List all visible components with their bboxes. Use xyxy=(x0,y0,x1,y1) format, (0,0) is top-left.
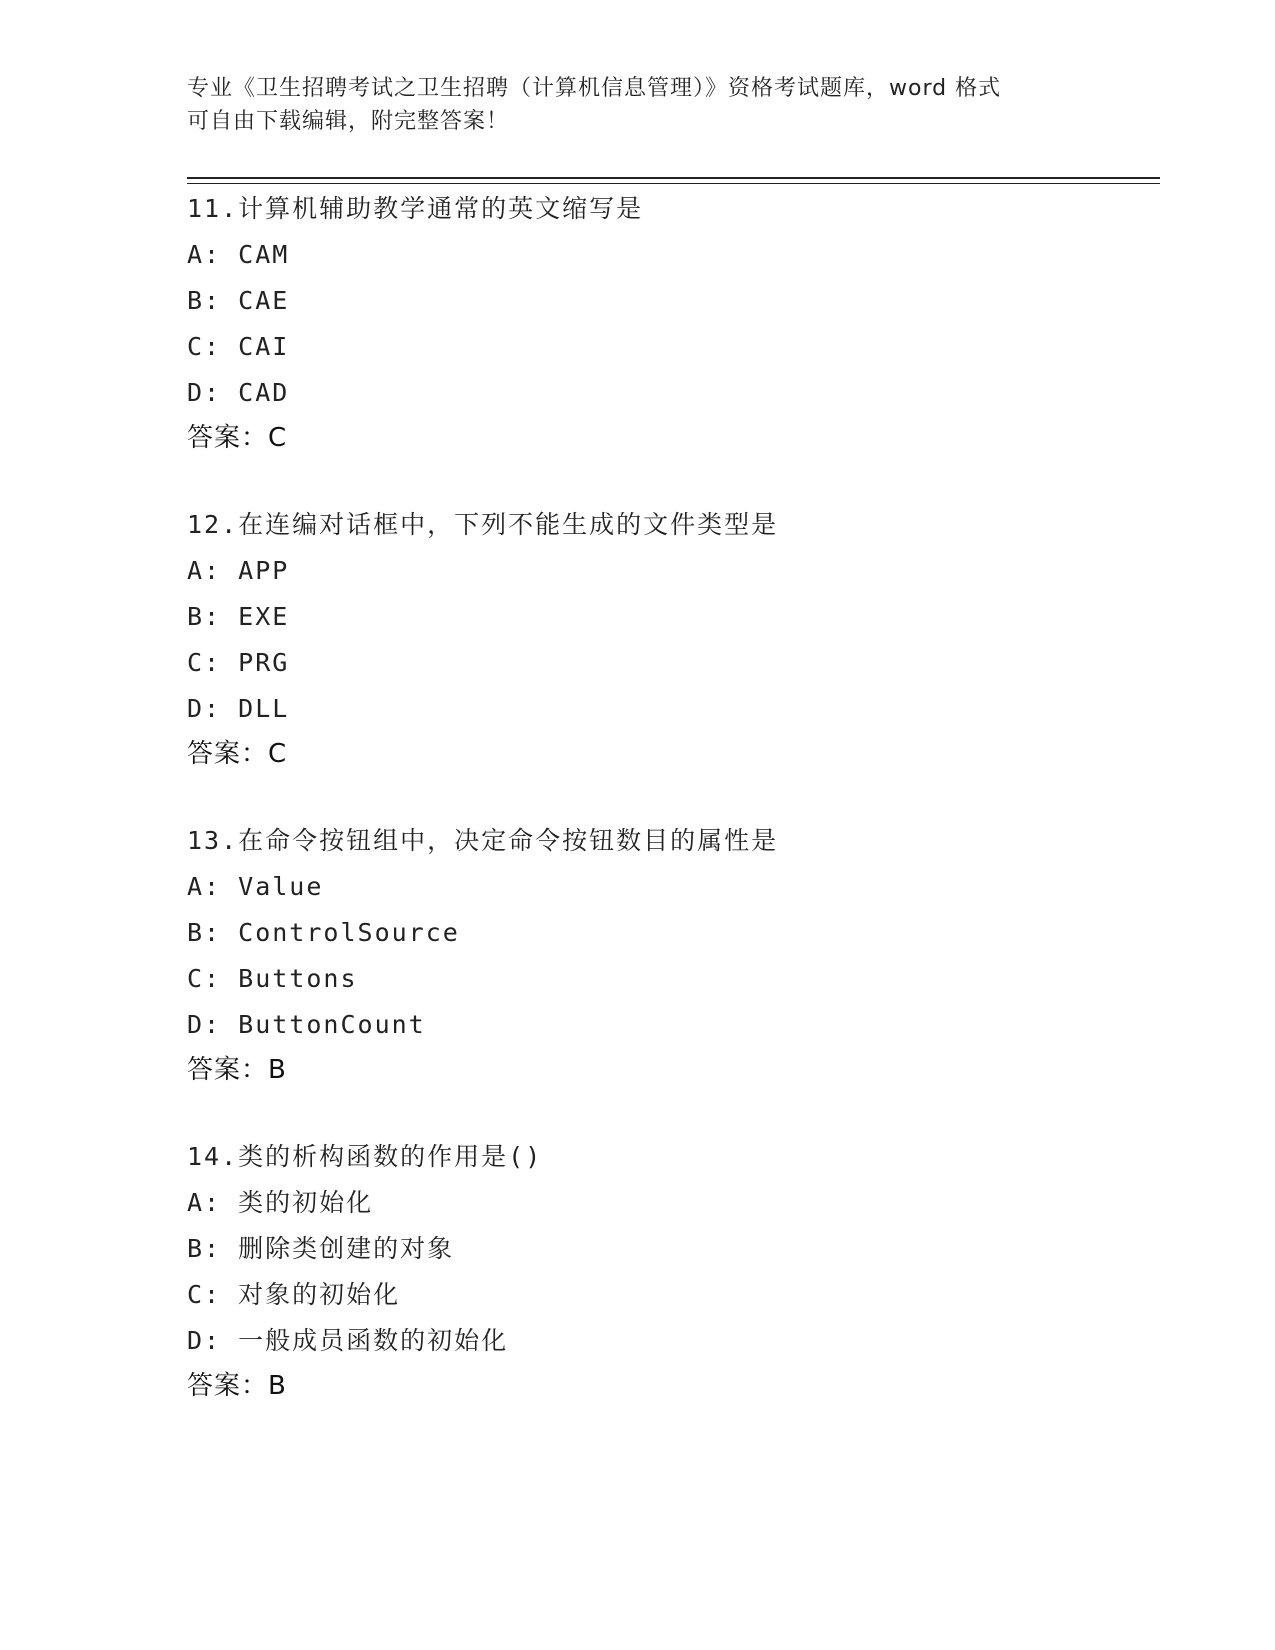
answer-label: 答案： xyxy=(187,423,269,453)
option-c: C: PRG xyxy=(187,648,290,677)
option-d: D: DLL xyxy=(187,694,290,723)
option-a: A: APP xyxy=(187,556,290,585)
question-title: 13.在命令按钮组中，决定命令按钮数目的属性是 xyxy=(187,826,779,855)
option-b: B: EXE xyxy=(187,602,290,631)
option-a: A: Value xyxy=(187,872,324,901)
question-11 xyxy=(187,186,1147,460)
answer-line xyxy=(187,416,1147,460)
option-c: C: CAI xyxy=(187,332,290,361)
answer-label: 答案： xyxy=(187,739,269,769)
option-d: D: CAD xyxy=(187,378,290,407)
question-title: 14.类的析构函数的作用是() xyxy=(187,1142,543,1171)
answer-line xyxy=(187,1364,1147,1408)
answer-label: 答案： xyxy=(187,1371,269,1401)
question-13 xyxy=(187,818,1147,1092)
answer-line xyxy=(187,732,1147,776)
answer-value: C xyxy=(268,423,287,453)
header-line-1: 专业《卫生招聘考试之卫生招聘（计算机信息管理）》资格考试题库，word 格式 xyxy=(187,76,1002,101)
question-14 xyxy=(187,1134,1147,1408)
option-c: C: 对象的初始化 xyxy=(187,1280,401,1309)
question-title: 12.在连编对话框中，下列不能生成的文件类型是 xyxy=(187,510,779,539)
option-a: A: CAM xyxy=(187,240,290,269)
option-b: B: 删除类创建的对象 xyxy=(187,1234,455,1263)
question-12 xyxy=(187,502,1147,776)
option-a: A: 类的初始化 xyxy=(187,1188,374,1217)
option-d: D: 一般成员函数的初始化 xyxy=(187,1326,509,1355)
document-header xyxy=(187,72,1087,138)
option-b: B: CAE xyxy=(187,286,290,315)
answer-line xyxy=(187,1048,1147,1092)
answer-value: B xyxy=(268,1055,286,1085)
option-b: B: ControlSource xyxy=(187,918,460,947)
answer-label: 答案： xyxy=(187,1055,269,1085)
question-title: 11.计算机辅助教学通常的英文缩写是 xyxy=(187,194,644,223)
answer-value: C xyxy=(268,739,287,769)
option-c: C: Buttons xyxy=(187,964,358,993)
header-divider-top xyxy=(187,177,1160,179)
header-divider-bottom xyxy=(187,183,1160,184)
option-d: D: ButtonCount xyxy=(187,1010,426,1039)
answer-value: B xyxy=(268,1371,286,1401)
header-line-2: 可自由下载编辑，附完整答案！ xyxy=(187,109,510,134)
